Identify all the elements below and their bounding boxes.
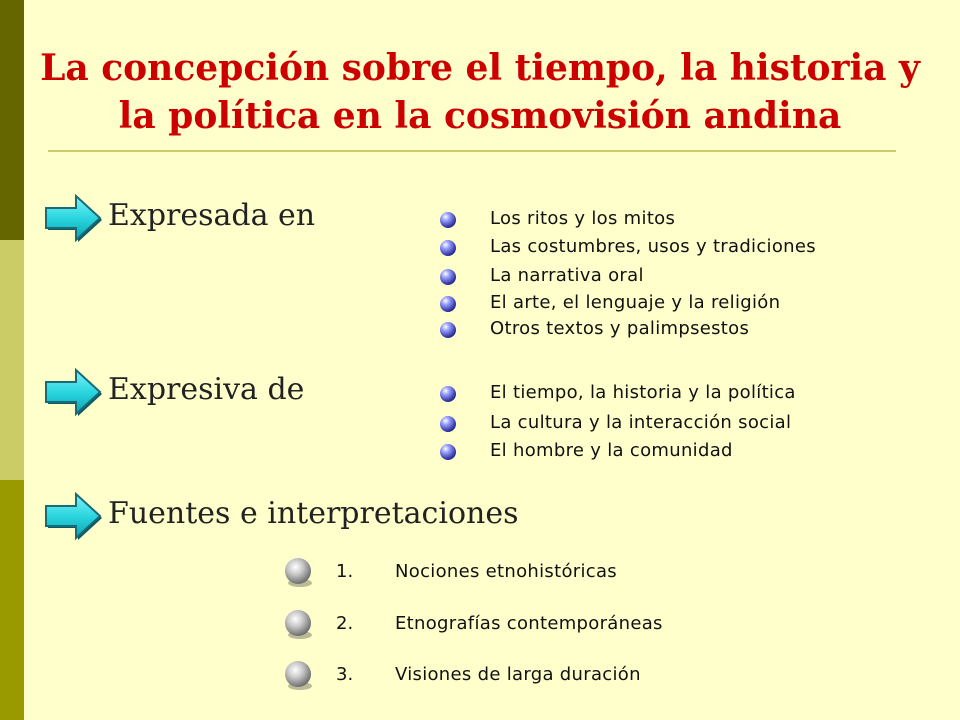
blue-ball-icon <box>440 416 456 432</box>
item-text: Visiones de larga duración <box>395 664 641 685</box>
sidebar-band-middle <box>0 240 24 480</box>
slide-title: La concepción sobre el tiempo, la historia y la política en la cosmovisión andina <box>40 47 920 137</box>
title-divider <box>48 150 896 152</box>
arrow-right-icon <box>42 490 104 542</box>
item-text: Etnografías contemporáneas <box>395 613 663 634</box>
list-item-text: El hombre y la comunidad <box>490 440 733 461</box>
gray-ball-icon <box>282 555 316 589</box>
list-item-text: La cultura y la interacción social <box>490 412 792 433</box>
item-number: 2. <box>336 613 354 634</box>
list-item-text: Los ritos y los mitos <box>490 208 676 229</box>
gray-ball-icon <box>282 658 316 692</box>
list-item-text: El arte, el lenguaje y la religión <box>490 292 781 313</box>
list-item-text: El tiempo, la historia y la política <box>490 382 796 403</box>
blue-ball-icon <box>440 296 456 312</box>
blue-ball-icon <box>440 386 456 402</box>
list-item-text: La narrativa oral <box>490 265 644 286</box>
blue-ball-icon <box>440 269 456 285</box>
sidebar-band-bottom <box>0 480 24 720</box>
item-text: Nociones etnohistóricas <box>395 561 617 582</box>
sidebar-band-top <box>0 0 24 240</box>
sidebar-decoration <box>0 0 24 720</box>
gray-ball-icon <box>282 607 316 641</box>
blue-ball-icon <box>440 322 456 338</box>
item-number: 3. <box>336 664 354 685</box>
arrow-right-icon <box>42 366 104 418</box>
list-item-text: Otros textos y palimpsestos <box>490 318 750 339</box>
list-item-text: Las costumbres, usos y tradiciones <box>490 236 816 257</box>
section-heading-expresada: Expresada en <box>108 198 316 233</box>
blue-ball-icon <box>440 240 456 256</box>
item-number: 1. <box>336 561 354 582</box>
blue-ball-icon <box>440 444 456 460</box>
section-heading-expresiva: Expresiva de <box>108 372 305 407</box>
arrow-right-icon <box>42 192 104 244</box>
section-heading-fuentes: Fuentes e interpretaciones <box>108 496 519 531</box>
blue-ball-icon <box>440 212 456 228</box>
